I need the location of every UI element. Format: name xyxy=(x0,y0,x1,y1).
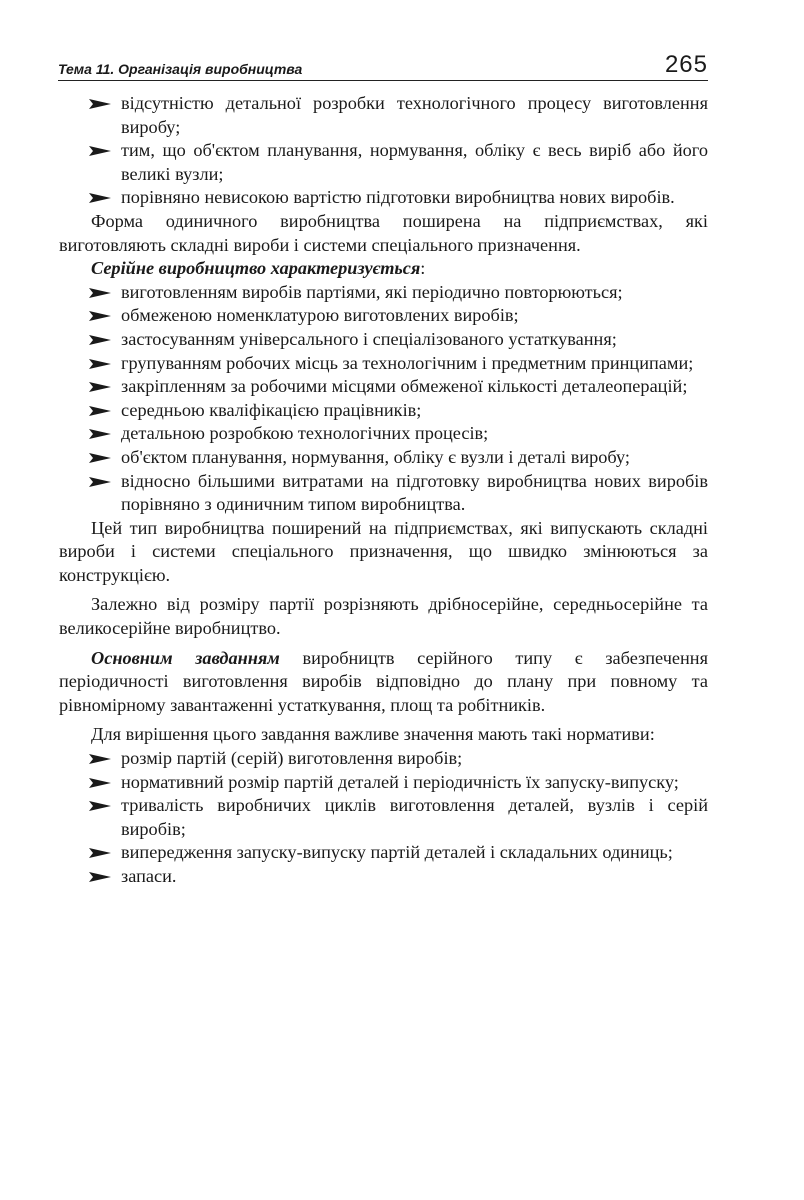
list-item-text: закріпленням за робочими місцями обмеженої кількості деталеоперацій; xyxy=(121,376,688,397)
arrowhead-bullet-icon xyxy=(88,794,114,816)
list-item xyxy=(88,399,708,423)
list-item xyxy=(88,139,708,186)
list-item-text: середньою кваліфікацією працівників; xyxy=(121,399,422,420)
arrowhead-bullet-icon xyxy=(88,865,114,887)
list-item xyxy=(88,328,708,352)
arrowhead-bullet-icon xyxy=(88,841,114,863)
page-number: 265 xyxy=(664,51,708,78)
list-item xyxy=(88,747,708,771)
serial-heading: Серійне виробництво характеризується xyxy=(91,258,421,279)
list-item-text: детальною розробкою технологічних процесів; xyxy=(121,423,489,444)
arrowhead-bullet-icon xyxy=(88,328,114,350)
arrowhead-bullet-icon xyxy=(88,747,114,769)
arrowhead-bullet-icon xyxy=(88,304,114,326)
list-item-text: об'єктом планування, нормування, обліку є вузли і деталі виробу; xyxy=(121,446,630,467)
paragraph-main-task xyxy=(59,647,708,718)
paragraph-norms-intro: Для вирішення цього завдання важливе значення мають такі нормативи: xyxy=(91,724,655,745)
list-item xyxy=(88,446,708,470)
list-item-text: тривалість виробничих циклів виготовлення деталей, вузлів і серій виробів; xyxy=(121,795,708,839)
bullet-list-single-production xyxy=(88,92,708,210)
arrowhead-bullet-icon xyxy=(88,375,114,397)
arrowhead-bullet-icon xyxy=(88,470,114,492)
list-item-text: випередження запуску-випуску партій деталей і складальних одиниць; xyxy=(121,842,673,863)
chapter-title: Тема 11. Організація виробництва xyxy=(58,61,303,77)
list-item xyxy=(88,771,708,795)
list-item xyxy=(88,186,708,210)
list-item xyxy=(88,422,708,446)
list-item-text: виготовленням виробів партіями, які періодично повторюються; xyxy=(121,281,623,302)
list-item-text: нормативний розмір партій деталей і періодичність їх запуску-випуску; xyxy=(121,771,679,792)
bullet-list-serial-production xyxy=(88,281,708,517)
paragraph-batch-size: Залежно від розміру партії розрізняють дрібносерійне, середньосерійне та великосерійне виробництво. xyxy=(59,594,708,639)
main-task-text: виробництв серійного типу є забезпечення періодичності виготовлення виробів відповідно до плану при повному та рівномірному завантаженні устаткування, площ та робітників. xyxy=(59,647,708,715)
arrowhead-bullet-icon xyxy=(88,446,114,468)
list-item-text: запаси. xyxy=(121,866,177,886)
paragraph-single-production: Форма одиничного виробництва поширена на підприємствах, які виготовляють складні вироби і системи спеціального призначення. xyxy=(59,210,708,255)
arrowhead-bullet-icon xyxy=(88,186,114,208)
list-item xyxy=(88,92,708,139)
list-item-text: відсутністю детальної розробки технологічного процесу виготовлення виробу; xyxy=(121,93,708,137)
arrowhead-bullet-icon xyxy=(88,399,114,421)
list-item-text: відносно більшими витратами на підготовку виробництва нових виробів порівняно з одиничним типом виробництва. xyxy=(121,470,708,515)
list-item xyxy=(88,352,708,376)
list-item xyxy=(88,375,708,399)
list-item-text: групуванням робочих місць за технологічним і предметним принципами; xyxy=(121,352,694,373)
page-body xyxy=(59,92,708,889)
serial-heading-paragraph xyxy=(59,257,708,281)
arrowhead-bullet-icon xyxy=(88,139,114,161)
arrowhead-bullet-icon xyxy=(88,92,114,114)
paragraph-serial-usage: Цей тип виробництва поширений на підприємствах, які випускають складні вироби і системи спеціального призначення, що швидко змінюються за конструкцією. xyxy=(59,517,708,585)
arrowhead-bullet-icon xyxy=(88,771,114,793)
list-item xyxy=(88,865,708,889)
list-item-text: обмеженою номенклатурою виготовлених виробів; xyxy=(121,305,519,326)
list-item xyxy=(88,304,708,328)
arrowhead-bullet-icon xyxy=(88,422,114,444)
arrowhead-bullet-icon xyxy=(88,352,114,374)
list-item-text: порівняно невисокою вартістю підготовки виробництва нових виробів. xyxy=(121,187,675,208)
list-item xyxy=(88,281,708,305)
main-task-lead: Основним завданням xyxy=(91,647,280,668)
list-item xyxy=(88,470,708,517)
list-item-text: застосуванням універсального і спеціалізованого устаткування; xyxy=(121,328,617,349)
arrowhead-bullet-icon xyxy=(88,281,114,303)
serial-heading-colon: : xyxy=(420,258,426,279)
list-item-text: розмір партій (серій) виготовлення виробів; xyxy=(121,748,463,769)
running-header xyxy=(58,51,708,81)
list-item xyxy=(88,841,708,865)
bullet-list-norms xyxy=(88,747,708,889)
list-item xyxy=(88,794,708,841)
list-item-text: тим, що об'єктом планування, нормування, обліку є весь виріб або його великі вузли; xyxy=(121,140,708,184)
